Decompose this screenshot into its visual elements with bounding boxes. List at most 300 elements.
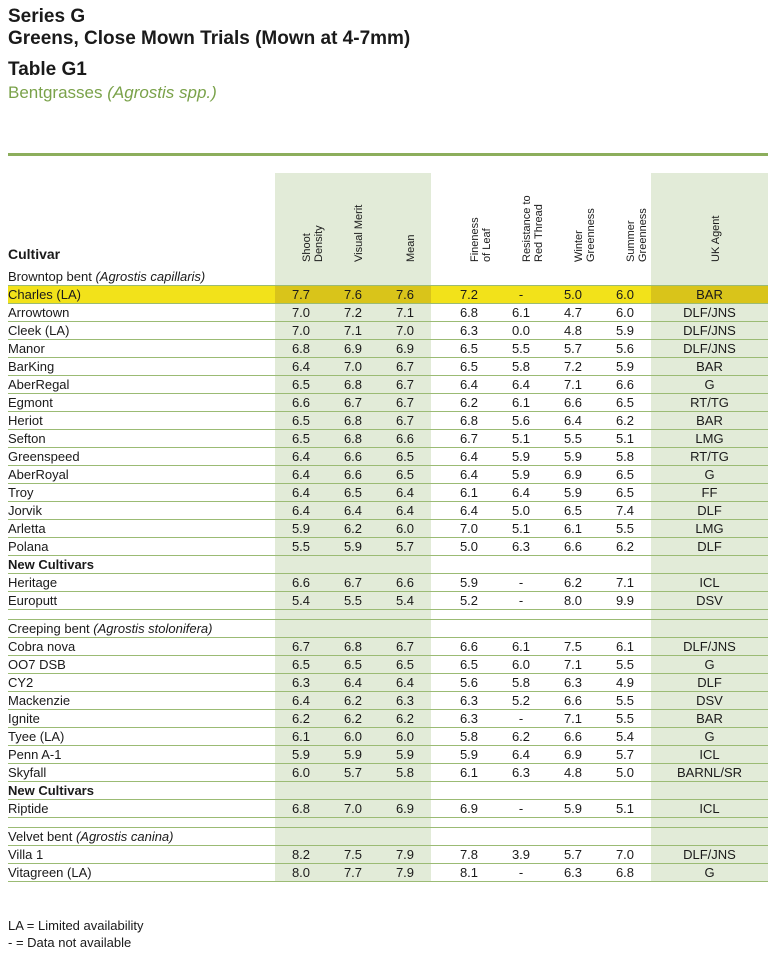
- gap-cell: [431, 592, 443, 610]
- value-cell: 7.9: [379, 864, 431, 882]
- value-cell: 6.0: [379, 728, 431, 746]
- value-cell: 5.8: [599, 448, 651, 466]
- value-cell: BARNL/SR: [651, 764, 768, 782]
- value-cell: G: [651, 656, 768, 674]
- value-cell: 6.6: [327, 466, 379, 484]
- value-cell: 7.6: [379, 286, 431, 304]
- value-cell: 5.9: [495, 448, 547, 466]
- value-cell: 6.7: [379, 638, 431, 656]
- gap-cell: [431, 376, 443, 394]
- group-latin: (Agrostis spp.): [107, 83, 217, 102]
- value-cell: 5.4: [599, 728, 651, 746]
- gap-cell: [431, 710, 443, 728]
- value-cell: 6.3: [443, 710, 495, 728]
- value-cell: 6.9: [379, 340, 431, 358]
- spacer-cell: [495, 818, 547, 828]
- value-cell: 6.4: [443, 448, 495, 466]
- empty-cell: [443, 268, 495, 286]
- gap-cell: [431, 520, 443, 538]
- value-cell: 5.4: [275, 592, 327, 610]
- gap-cell: [431, 412, 443, 430]
- value-cell: 6.0: [495, 656, 547, 674]
- empty-cell: [599, 620, 651, 638]
- gap-cell: [431, 746, 443, 764]
- value-cell: 6.4: [443, 466, 495, 484]
- value-cell: RT/TG: [651, 394, 768, 412]
- table-row: [8, 864, 768, 882]
- value-cell: 6.3: [495, 764, 547, 782]
- heading-latin: (Agrostis stolonifera): [93, 621, 213, 636]
- value-cell: 4.7: [547, 304, 599, 322]
- value-cell: 6.6: [275, 394, 327, 412]
- section-heading: [8, 828, 768, 846]
- spacer-cell: [8, 818, 275, 828]
- value-cell: 7.0: [379, 322, 431, 340]
- value-cell: 6.4: [275, 466, 327, 484]
- value-cell: BAR: [651, 412, 768, 430]
- value-cell: 6.5: [327, 484, 379, 502]
- value-cell: 5.1: [495, 520, 547, 538]
- value-cell: G: [651, 376, 768, 394]
- heading-text: Browntop bent: [8, 269, 96, 284]
- value-cell: 7.2: [443, 286, 495, 304]
- table-row: [8, 538, 768, 556]
- value-cell: 6.6: [275, 574, 327, 592]
- value-cell: 6.3: [275, 674, 327, 692]
- value-cell: 6.5: [275, 412, 327, 430]
- value-cell: 6.5: [275, 656, 327, 674]
- gap-cell: [431, 574, 443, 592]
- value-cell: 7.1: [327, 322, 379, 340]
- value-cell: 6.4: [547, 412, 599, 430]
- value-cell: 6.1: [495, 638, 547, 656]
- value-cell: 6.2: [599, 538, 651, 556]
- value-cell: 6.6: [599, 376, 651, 394]
- empty-cell: [379, 782, 431, 800]
- gap-cell: [431, 322, 443, 340]
- value-cell: 6.6: [547, 692, 599, 710]
- cultivar-name: Jorvik: [8, 502, 275, 520]
- value-cell: 6.1: [443, 764, 495, 782]
- value-cell: 5.7: [327, 764, 379, 782]
- value-cell: 6.8: [327, 412, 379, 430]
- value-cell: DLF/JNS: [651, 322, 768, 340]
- heading-label: [8, 268, 275, 286]
- table-row: [8, 430, 768, 448]
- table-row: [8, 376, 768, 394]
- value-cell: 5.5: [599, 710, 651, 728]
- value-cell: -: [495, 286, 547, 304]
- value-cell: 5.0: [547, 286, 599, 304]
- value-cell: DLF/JNS: [651, 340, 768, 358]
- value-cell: 6.7: [275, 638, 327, 656]
- value-cell: 6.1: [495, 304, 547, 322]
- gap-cell: [431, 340, 443, 358]
- value-cell: 5.7: [547, 846, 599, 864]
- value-cell: 5.5: [547, 430, 599, 448]
- spacer-row: [8, 610, 768, 620]
- col-cultivar: Cultivar: [8, 246, 61, 262]
- value-cell: 0.0: [495, 322, 547, 340]
- col-summer: Summer Greenness: [625, 208, 649, 262]
- heading-latin: (Agrostis capillaris): [95, 269, 206, 284]
- value-cell: 7.1: [547, 710, 599, 728]
- value-cell: 6.4: [379, 502, 431, 520]
- empty-cell: [431, 556, 443, 574]
- empty-cell: [547, 782, 599, 800]
- spacer-cell: [379, 818, 431, 828]
- value-cell: 5.7: [379, 538, 431, 556]
- cultivar-name: Sefton: [8, 430, 275, 448]
- value-cell: 6.4: [495, 746, 547, 764]
- table-row: [8, 800, 768, 818]
- value-cell: 5.1: [599, 800, 651, 818]
- heading-text: Creeping bent: [8, 621, 94, 636]
- table-row: [8, 448, 768, 466]
- value-cell: 6.3: [443, 692, 495, 710]
- value-cell: 6.4: [275, 692, 327, 710]
- empty-cell: [275, 556, 327, 574]
- section-heading: [8, 620, 768, 638]
- value-cell: RT/TG: [651, 448, 768, 466]
- table-row: [8, 358, 768, 376]
- empty-cell: [275, 268, 327, 286]
- empty-cell: [651, 828, 768, 846]
- spacer-cell: [599, 818, 651, 828]
- value-cell: 5.2: [443, 592, 495, 610]
- value-cell: 6.8: [327, 376, 379, 394]
- value-cell: -: [495, 800, 547, 818]
- heading-text: Velvet bent: [8, 829, 76, 844]
- value-cell: 6.2: [327, 692, 379, 710]
- cultivar-name: Polana: [8, 538, 275, 556]
- value-cell: 6.5: [599, 466, 651, 484]
- value-cell: 6.2: [327, 710, 379, 728]
- empty-cell: [275, 620, 327, 638]
- value-cell: 6.4: [327, 674, 379, 692]
- empty-cell: [495, 782, 547, 800]
- value-cell: 6.5: [599, 484, 651, 502]
- table-row: [8, 484, 768, 502]
- value-cell: -: [495, 710, 547, 728]
- heading-label: [8, 556, 275, 574]
- gap-cell: [431, 674, 443, 692]
- series-title: [8, 6, 768, 50]
- value-cell: 6.5: [275, 430, 327, 448]
- value-cell: -: [495, 574, 547, 592]
- value-cell: 7.0: [599, 846, 651, 864]
- empty-cell: [443, 620, 495, 638]
- empty-cell: [495, 620, 547, 638]
- value-cell: 6.0: [599, 304, 651, 322]
- value-cell: 3.9: [495, 846, 547, 864]
- gap-cell: [431, 656, 443, 674]
- cultivar-name: Penn A-1: [8, 746, 275, 764]
- value-cell: 6.5: [379, 656, 431, 674]
- value-cell: 4.8: [547, 764, 599, 782]
- value-cell: 8.1: [443, 864, 495, 882]
- value-cell: 8.0: [275, 864, 327, 882]
- value-cell: DLF: [651, 502, 768, 520]
- empty-cell: [379, 620, 431, 638]
- value-cell: 7.0: [275, 304, 327, 322]
- table-title: Table G1: [8, 59, 87, 80]
- value-cell: 6.8: [275, 800, 327, 818]
- value-cell: G: [651, 728, 768, 746]
- empty-cell: [327, 782, 379, 800]
- table-row: [8, 638, 768, 656]
- value-cell: 6.4: [275, 358, 327, 376]
- value-cell: 6.1: [275, 728, 327, 746]
- value-cell: 6.7: [327, 394, 379, 412]
- table-row: [8, 764, 768, 782]
- value-cell: 5.5: [495, 340, 547, 358]
- value-cell: 6.5: [275, 376, 327, 394]
- spacer-cell: [327, 818, 379, 828]
- col-mean: Mean: [379, 173, 431, 268]
- cultivar-name: Mackenzie: [8, 692, 275, 710]
- value-cell: 7.2: [327, 304, 379, 322]
- value-cell: 6.1: [599, 638, 651, 656]
- header-divider: [8, 153, 768, 156]
- value-cell: 6.3: [495, 538, 547, 556]
- empty-cell: [495, 556, 547, 574]
- empty-cell: [651, 268, 768, 286]
- table-row: [8, 656, 768, 674]
- table-row: [8, 304, 768, 322]
- table-row: [8, 710, 768, 728]
- empty-cell: [651, 620, 768, 638]
- spacer-cell: [275, 818, 327, 828]
- table-row: [8, 674, 768, 692]
- value-cell: 6.4: [495, 376, 547, 394]
- value-cell: 9.9: [599, 592, 651, 610]
- heading-label: [8, 620, 275, 638]
- value-cell: 5.4: [379, 592, 431, 610]
- value-cell: 5.1: [599, 430, 651, 448]
- empty-cell: [547, 268, 599, 286]
- value-cell: 4.8: [547, 322, 599, 340]
- spacer-row: [8, 818, 768, 828]
- cultivar-name: BarKing: [8, 358, 275, 376]
- series-label: Series G: [8, 6, 86, 27]
- value-cell: 7.4: [599, 502, 651, 520]
- value-cell: G: [651, 864, 768, 882]
- value-cell: 5.0: [599, 764, 651, 782]
- note-limited: LA = Limited availability: [8, 918, 144, 933]
- value-cell: 7.1: [379, 304, 431, 322]
- value-cell: 5.9: [379, 746, 431, 764]
- table-row: [8, 466, 768, 484]
- value-cell: 7.1: [547, 656, 599, 674]
- value-cell: DLF/JNS: [651, 638, 768, 656]
- empty-cell: [379, 828, 431, 846]
- cultivar-name: Cobra nova: [8, 638, 275, 656]
- value-cell: 5.7: [547, 340, 599, 358]
- table-row: [8, 746, 768, 764]
- value-cell: 5.5: [599, 692, 651, 710]
- value-cell: 7.5: [327, 846, 379, 864]
- value-cell: 6.7: [327, 574, 379, 592]
- value-cell: 6.3: [443, 322, 495, 340]
- empty-cell: [431, 620, 443, 638]
- empty-cell: [379, 268, 431, 286]
- gap-cell: [431, 286, 443, 304]
- value-cell: 6.1: [443, 484, 495, 502]
- gap-cell: [431, 728, 443, 746]
- value-cell: 5.9: [495, 466, 547, 484]
- value-cell: DLF/JNS: [651, 304, 768, 322]
- value-cell: 7.7: [275, 286, 327, 304]
- empty-cell: [379, 556, 431, 574]
- table-row: [8, 846, 768, 864]
- col-visual-merit: Visual Merit: [327, 173, 379, 268]
- cultivar-name: Egmont: [8, 394, 275, 412]
- value-cell: 6.0: [599, 286, 651, 304]
- cultivar-name: AberRoyal: [8, 466, 275, 484]
- cultivar-name: Heriot: [8, 412, 275, 430]
- empty-cell: [651, 782, 768, 800]
- value-cell: 6.6: [547, 538, 599, 556]
- table-row: [8, 502, 768, 520]
- gap-cell: [431, 394, 443, 412]
- cultivar-name: AberRegal: [8, 376, 275, 394]
- cultivar-name: Vitagreen (LA): [8, 864, 275, 882]
- spacer-cell: [431, 610, 443, 620]
- value-cell: 5.6: [495, 412, 547, 430]
- empty-cell: [431, 828, 443, 846]
- value-cell: 8.0: [547, 592, 599, 610]
- table-row: [8, 286, 768, 304]
- value-cell: 6.4: [443, 502, 495, 520]
- empty-cell: [431, 268, 443, 286]
- value-cell: 5.8: [495, 674, 547, 692]
- table-row: [8, 394, 768, 412]
- value-cell: 6.4: [327, 502, 379, 520]
- empty-cell: [547, 556, 599, 574]
- value-cell: 5.8: [495, 358, 547, 376]
- gap-cell: [431, 304, 443, 322]
- value-cell: 6.7: [443, 430, 495, 448]
- value-cell: 6.5: [327, 656, 379, 674]
- value-cell: 7.0: [327, 800, 379, 818]
- value-cell: 5.9: [547, 484, 599, 502]
- value-cell: 6.9: [327, 340, 379, 358]
- value-cell: 6.5: [443, 358, 495, 376]
- page-header: [8, 6, 768, 103]
- value-cell: 7.1: [547, 376, 599, 394]
- spacer-cell: [547, 818, 599, 828]
- value-cell: 5.8: [443, 728, 495, 746]
- value-cell: 6.3: [379, 692, 431, 710]
- cultivar-name: Charles (LA): [8, 286, 275, 304]
- table-subtitle: [8, 83, 768, 103]
- empty-cell: [547, 828, 599, 846]
- value-cell: 6.5: [379, 448, 431, 466]
- cultivar-name: Cleek (LA): [8, 322, 275, 340]
- value-cell: 6.8: [599, 864, 651, 882]
- value-cell: 6.6: [547, 394, 599, 412]
- cultivar-name: Villa 1: [8, 846, 275, 864]
- value-cell: 5.0: [443, 538, 495, 556]
- value-cell: 6.3: [547, 674, 599, 692]
- value-cell: 6.5: [599, 394, 651, 412]
- value-cell: 5.9: [443, 746, 495, 764]
- value-cell: 8.2: [275, 846, 327, 864]
- group-name: Bentgrasses: [8, 83, 103, 102]
- value-cell: 6.7: [379, 394, 431, 412]
- value-cell: 6.7: [379, 358, 431, 376]
- value-cell: ICL: [651, 746, 768, 764]
- cultivar-name: Greenspeed: [8, 448, 275, 466]
- spacer-cell: [8, 610, 275, 620]
- value-cell: 7.1: [599, 574, 651, 592]
- empty-cell: [443, 556, 495, 574]
- table-body: [8, 268, 768, 882]
- col-agent: UK Agent: [651, 173, 768, 268]
- col-fineness: Fineness of Leaf: [469, 217, 493, 262]
- gap-cell: [431, 466, 443, 484]
- value-cell: DSV: [651, 692, 768, 710]
- cultivar-name: Skyfall: [8, 764, 275, 782]
- empty-cell: [495, 828, 547, 846]
- cultivar-name: Riptide: [8, 800, 275, 818]
- value-cell: 5.9: [443, 574, 495, 592]
- value-cell: 6.6: [443, 638, 495, 656]
- value-cell: 5.5: [275, 538, 327, 556]
- value-cell: 5.9: [327, 538, 379, 556]
- value-cell: 7.0: [327, 358, 379, 376]
- spacer-cell: [495, 610, 547, 620]
- value-cell: -: [495, 864, 547, 882]
- empty-cell: [599, 268, 651, 286]
- value-cell: 7.2: [547, 358, 599, 376]
- value-cell: 5.9: [547, 448, 599, 466]
- value-cell: 6.5: [379, 466, 431, 484]
- value-cell: BAR: [651, 710, 768, 728]
- value-cell: 5.5: [327, 592, 379, 610]
- gap-cell: [431, 638, 443, 656]
- value-cell: ICL: [651, 800, 768, 818]
- value-cell: 6.6: [547, 728, 599, 746]
- value-cell: 7.0: [275, 322, 327, 340]
- spacer-cell: [431, 818, 443, 828]
- empty-cell: [443, 828, 495, 846]
- value-cell: 5.5: [599, 656, 651, 674]
- spacer-cell: [379, 610, 431, 620]
- spacer-cell: [443, 818, 495, 828]
- value-cell: 6.8: [443, 304, 495, 322]
- value-cell: BAR: [651, 286, 768, 304]
- empty-cell: [327, 620, 379, 638]
- gap-cell: [431, 764, 443, 782]
- gap-cell: [431, 358, 443, 376]
- value-cell: 5.7: [599, 746, 651, 764]
- value-cell: 6.7: [379, 376, 431, 394]
- value-cell: 6.0: [379, 520, 431, 538]
- gap-cell: [431, 538, 443, 556]
- value-cell: 5.6: [443, 674, 495, 692]
- col-gap: [431, 173, 443, 268]
- value-cell: 6.2: [547, 574, 599, 592]
- value-cell: 6.8: [443, 412, 495, 430]
- value-cell: 6.8: [327, 638, 379, 656]
- empty-cell: [275, 782, 327, 800]
- col-red-thread: Resistance to Red Thread: [521, 195, 545, 262]
- cultivar-name: Europutt: [8, 592, 275, 610]
- value-cell: 6.4: [275, 502, 327, 520]
- table-row: [8, 412, 768, 430]
